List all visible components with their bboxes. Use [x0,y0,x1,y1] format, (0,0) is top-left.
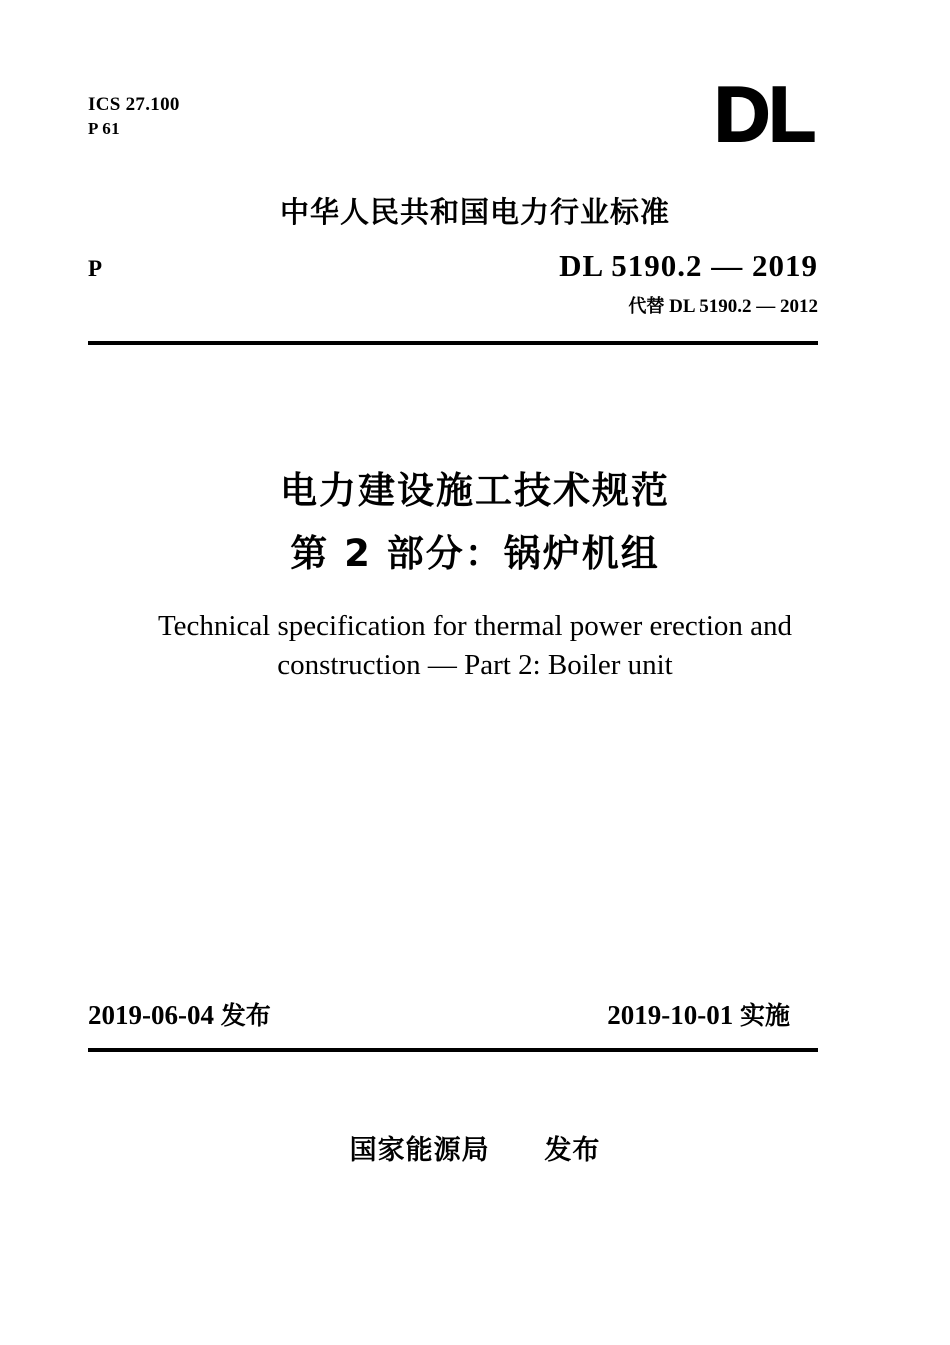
ics-classification: ICS 27.100 [88,94,180,115]
document-title-cn-line2: 第 2 部分：锅炉机组 [290,532,660,576]
standard-code-block [559,248,818,318]
effective-date-group [607,996,790,1032]
dates-row [88,996,818,1032]
issue-date-group [88,996,271,1032]
document-title-cn-line1: 电力建设施工技术规范 [280,469,670,512]
effective-date: 2019-10-01 [607,1000,734,1030]
document-title-cn [0,462,950,583]
publisher-action: 发布 [544,1135,601,1166]
replaces-label: 代替 [628,296,665,317]
issue-date-label: 发布 [220,1001,271,1030]
document-title-en [0,607,950,685]
effective-date-label: 实施 [739,1001,790,1030]
document-title-en-line1: Technical specification for thermal power erection and [157,610,793,642]
category-mark: P [88,256,103,281]
replaces-number: DL 5190.2 — 2012 [669,296,818,317]
issuing-body-header: 中华人民共和国电力行业标准 [279,195,670,229]
cover-header [88,70,818,158]
standard-code-row [88,248,818,318]
ics-filing-code: P 61 [88,118,120,138]
publisher-name: 国家能源局 [349,1135,490,1166]
issue-date: 2019-06-04 [88,1000,214,1030]
ics-block [88,92,180,141]
document-title-en-line2: construction — Part 2: Boiler unit [277,649,673,682]
replaces-line [559,292,818,318]
publisher-line [0,1128,950,1167]
standard-number: DL 5190.2 — 2019 [559,248,818,283]
divider-top [88,341,818,345]
dl-logo: DL [714,70,814,158]
divider-bottom [88,1048,818,1052]
